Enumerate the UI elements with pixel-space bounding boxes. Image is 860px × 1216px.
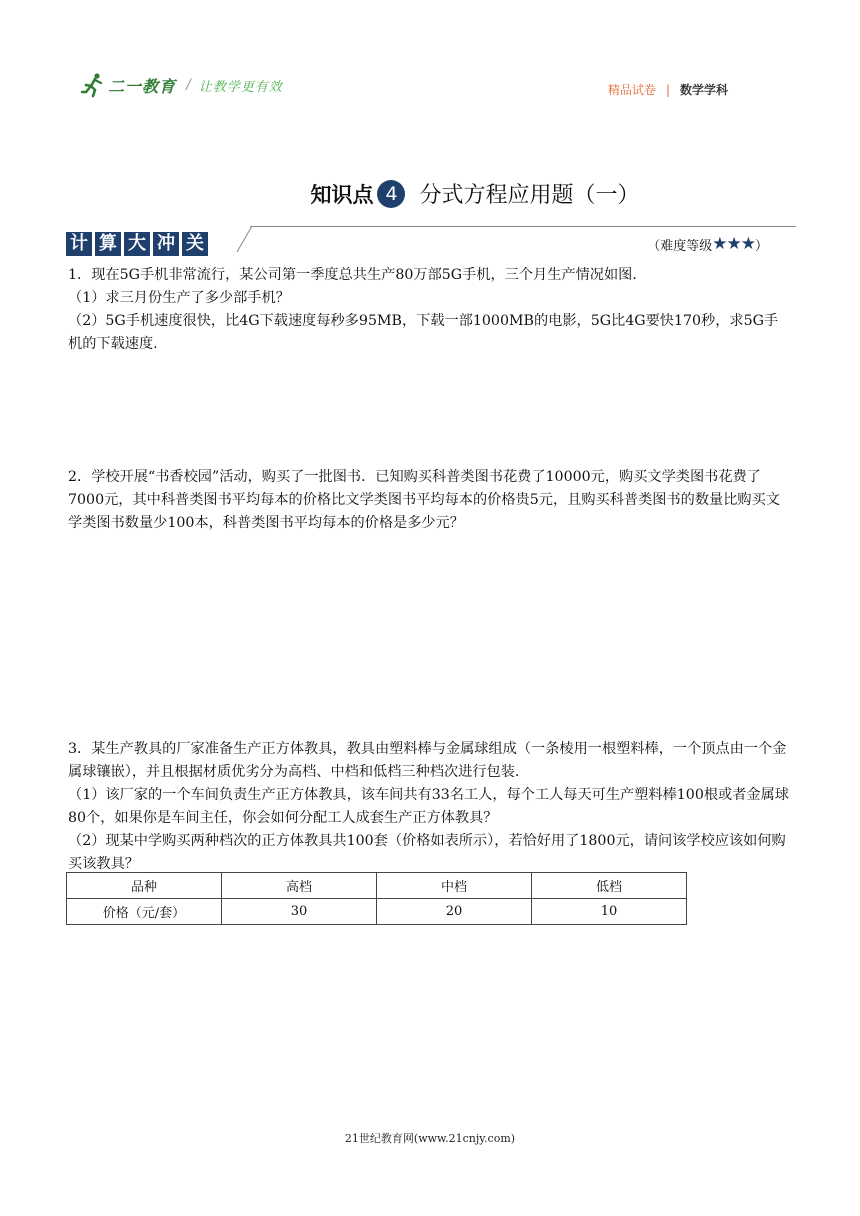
question-3-stem: 3．某生产教具的厂家准备生产正方体教具，教具由塑料棒与金属球组成（一条棱用一根塑料棒，一个顶点由一个金属球镶嵌），并且根据材质优劣分为高档、中档和低档三种档次进行包装. bbox=[68, 741, 787, 780]
table-cell: 30 bbox=[222, 899, 377, 925]
table-cell: 价格（元/套） bbox=[67, 899, 222, 925]
logo-text: 二一教育 bbox=[108, 76, 177, 96]
question-1 bbox=[68, 264, 792, 356]
price-table bbox=[66, 872, 687, 925]
runner-icon bbox=[80, 72, 106, 98]
header-tags bbox=[608, 81, 728, 98]
subject-tag: 数学学科 bbox=[679, 83, 728, 97]
banner-diagonal bbox=[236, 226, 254, 252]
page-footer: 21世纪教育网(www.21cnjy.com) bbox=[344, 1132, 516, 1145]
question-3-part-1: （1）该厂家的一个车间负责生产正方体教具，该车间共有33名工人，每个工人每天可生产塑料棒100根或者金属球80个，如果你是车间主任，你会如何分配工人成套生产正方体教具？ bbox=[68, 787, 789, 826]
table-row bbox=[67, 899, 687, 925]
banner-char: 关 bbox=[182, 232, 208, 256]
banner-char: 算 bbox=[95, 232, 121, 256]
question-1-part-1: （1）求三月份生产了多少部手机？ bbox=[68, 290, 290, 306]
page-title bbox=[0, 178, 860, 209]
question-1-part-2: （2）5G手机速度很快，比4G下载速度每秒多95MB，下载一部1000MB的电影，5G比4G要快170秒，求5G手机的下载速度. bbox=[68, 313, 779, 352]
difficulty-close: ） bbox=[754, 238, 768, 254]
question-3-part-2: （2）现某中学购买两种档次的正方体教具共100套（价格如表所示），若恰好用了1800元，请问该学校应该如何购买该教具？ bbox=[68, 833, 786, 872]
title-subtitle: 分式方程应用题（一） bbox=[419, 183, 640, 208]
question-2 bbox=[68, 466, 792, 535]
question-1-stem: 1．现在5G手机非常流行，某公司第一季度总共生产80万部5G手机，三个月生产情况如图. bbox=[68, 267, 637, 283]
title-number-badge: 4 bbox=[377, 180, 405, 208]
star-icons: ★★★ bbox=[712, 234, 755, 254]
difficulty-label: （难度等级 bbox=[647, 238, 713, 254]
banner-rule bbox=[250, 226, 796, 227]
quality-tag: 精品试卷 bbox=[607, 83, 656, 97]
brand-logo bbox=[80, 72, 283, 98]
banner-char: 冲 bbox=[153, 232, 179, 256]
table-cell: 20 bbox=[377, 899, 532, 925]
section-banner bbox=[66, 232, 211, 256]
title-main: 知识点 bbox=[310, 182, 374, 207]
header-separator: | bbox=[665, 82, 670, 97]
banner-char: 计 bbox=[66, 232, 92, 256]
question-3 bbox=[68, 738, 792, 876]
table-header-cell: 高档 bbox=[222, 873, 377, 899]
question-2-stem: 2．学校开展“书香校园”活动，购买了一批图书．已知购买科普类图书花费了10000元，购买文学类图书花费了7000元，其中科普类图书平均每本的价格比文学类图书平均每本的价格贵5元，且购买科普类图书的数量比购买文学类图书数量少100本，科普类图书平均每本的价格是多少元？ bbox=[68, 469, 780, 531]
table-header-cell: 低档 bbox=[532, 873, 687, 899]
banner-char: 大 bbox=[124, 232, 150, 256]
table-header-cell: 品种 bbox=[67, 873, 222, 899]
table-header-row bbox=[67, 873, 687, 899]
difficulty-level bbox=[647, 234, 768, 254]
logo-slash: / bbox=[186, 77, 191, 93]
slogan: 让教学更有效 bbox=[198, 79, 283, 95]
table-cell: 10 bbox=[532, 899, 687, 925]
table-header-cell: 中档 bbox=[377, 873, 532, 899]
